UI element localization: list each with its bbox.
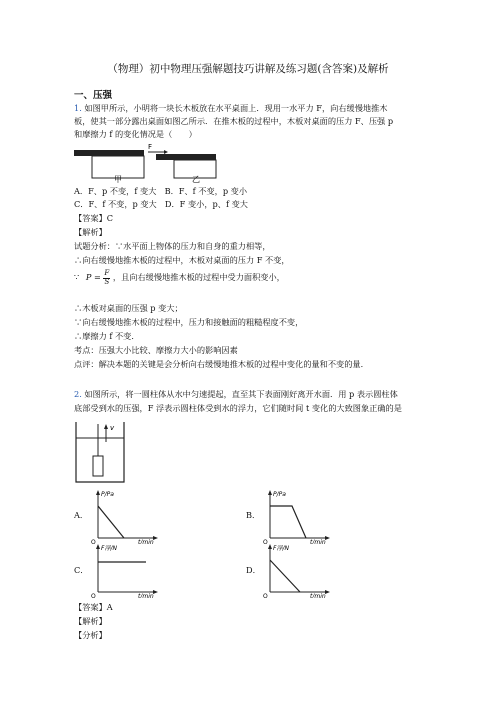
q2-cylinder	[93, 456, 103, 476]
q2-graph-c-x-arrow	[153, 590, 158, 594]
q2-graph-a-curve	[98, 506, 124, 538]
q2-graph-d-origin: O	[263, 593, 268, 598]
q2-graph-c-y-label: F浮/N	[101, 545, 117, 552]
q2-graph-d-curve	[270, 560, 300, 592]
q2-stem-text-1: 如图所示，将一圆柱体从水中匀速提起，直至其下表面刚好离开水面．用 p 表示圆柱体	[84, 389, 398, 399]
q1-analysis-7: 考点：压强大小比较、摩擦力大小的影响因素	[74, 345, 238, 355]
q1-stem-line-1	[74, 103, 387, 113]
q2-number: 2.	[74, 389, 82, 399]
q2-graph-d	[262, 542, 334, 598]
q2-graph-b-y-label: P/Pa	[273, 491, 286, 498]
q1-analysis-2: ∴向右缓慢地推木板的过程中，木板对桌面的压力 F 不变，	[74, 255, 290, 265]
q2-graph-d-y-arrow	[268, 544, 272, 549]
q1-because-symbol: ∵	[74, 272, 80, 283]
q1-analysis-8: 点评：解决本题的关键是会分析向右缓慢地推木板的过程中变化的量和不变的量．	[74, 359, 369, 369]
q1-analysis-3	[74, 270, 285, 286]
q2-velocity-arrowhead	[104, 424, 108, 429]
q2-graph-c-origin: O	[91, 593, 96, 598]
section-heading: 一、压强	[74, 90, 113, 101]
q2-graph-b-y-arrow	[268, 490, 272, 495]
q2-analysis-tag: 【解析】	[74, 616, 107, 626]
q1-analysis-6: ∴摩擦力 f 不变．	[74, 331, 140, 341]
q2-graph-a-x-arrow	[153, 536, 158, 540]
q2-graph-b-origin: O	[263, 539, 268, 544]
q1-analysis-1: 试题分析：∵水平面上物体的压力和自身的重力相等，	[74, 241, 271, 251]
q1-analysis-5: ∵向右缓慢地推木板的过程中，压力和接触面的粗糙程度不变，	[74, 317, 304, 327]
q1-formula-numerator: F	[104, 269, 110, 277]
q1-stem-line-3: 和摩擦力 f 的变化情况是（ ）	[74, 129, 197, 139]
q2-graph-a	[90, 488, 162, 544]
q2-graph-b-x-arrow	[325, 536, 330, 540]
q2-option-a-label: A．	[74, 510, 89, 520]
q2-graph-b-x-label: t/min	[310, 539, 326, 544]
q1-formula-fraction	[103, 270, 110, 286]
q1-board-left	[74, 150, 144, 156]
q2-graph-a-x-label: t/min	[138, 539, 154, 544]
q1-analysis-3-text: ，且向右缓慢地推木板的过程中受力面积变小，	[112, 272, 285, 283]
q1-answer: 【答案】C	[74, 213, 114, 223]
q2-option-d-label: D．	[246, 565, 261, 575]
q2-fenxi-tag: 【分析】	[74, 630, 107, 640]
q1-stem-line-2: 板，使其一部分露出桌面如图乙所示．在推木板的过程中，木板对桌面的压力 F、压强 p	[74, 116, 394, 126]
q2-beaker-figure	[74, 420, 126, 484]
q1-stem-text-1: 如图甲所示，小明将一块长木板放在水平桌面上．现用一水平力 F，向右缓慢地推木	[84, 103, 388, 113]
q2-graph-a-origin: O	[91, 539, 96, 544]
q1-formula-denominator: S	[104, 277, 110, 286]
q1-analysis-tag: 【解析】	[74, 227, 107, 237]
q2-graph-d-x-label: t/min	[310, 593, 326, 598]
q2-option-b-label: B．	[246, 510, 261, 520]
q2-graph-a-y-label: P/Pa	[101, 491, 114, 498]
q2-graph-c-x-label: t/min	[138, 593, 154, 598]
q1-label-yi: 乙	[192, 175, 200, 184]
q1-options-ab: A．F、p 不变，f 变大 B．F、f 不变，p 变小	[74, 186, 248, 196]
q2-graph-b	[262, 488, 334, 544]
q2-option-c-label: C．	[74, 565, 89, 575]
q2-graph-b-curve	[270, 506, 306, 538]
page-title: （物理）初中物理压强解题技巧讲解及练习题(含答案)及解析	[107, 63, 389, 75]
q1-label-jia: 甲	[114, 175, 122, 184]
q2-graph-d-y-label: F浮/N	[273, 545, 289, 552]
q1-figure	[74, 140, 224, 184]
q2-answer: 【答案】A	[74, 602, 113, 612]
q1-options-cd: C．F、f 不变，p 变大 D．F 变小，p、f 变大	[74, 199, 248, 209]
q1-formula	[86, 270, 110, 286]
q2-velocity-label: v	[110, 424, 115, 432]
q2-graph-a-y-arrow	[96, 490, 100, 495]
q2-stem-line-2: 底部受到水的压强，F 浮表示圆柱体受到水的浮力，它们随时间 t 变化的大致图象正确的是	[74, 403, 402, 413]
q1-force-arrowhead	[164, 150, 168, 154]
q2-stem-line-1	[74, 389, 398, 399]
q1-number: 1.	[74, 103, 82, 113]
q1-force-label: F	[148, 143, 153, 151]
q1-analysis-4: ∴木板对桌面的压强 p 变大；	[74, 303, 183, 313]
q1-board-right	[156, 154, 216, 160]
q2-graph-c	[90, 542, 162, 598]
q2-graph-d-x-arrow	[325, 590, 330, 594]
q1-formula-lhs: P =	[85, 272, 101, 283]
q2-graph-c-y-arrow	[96, 544, 100, 549]
